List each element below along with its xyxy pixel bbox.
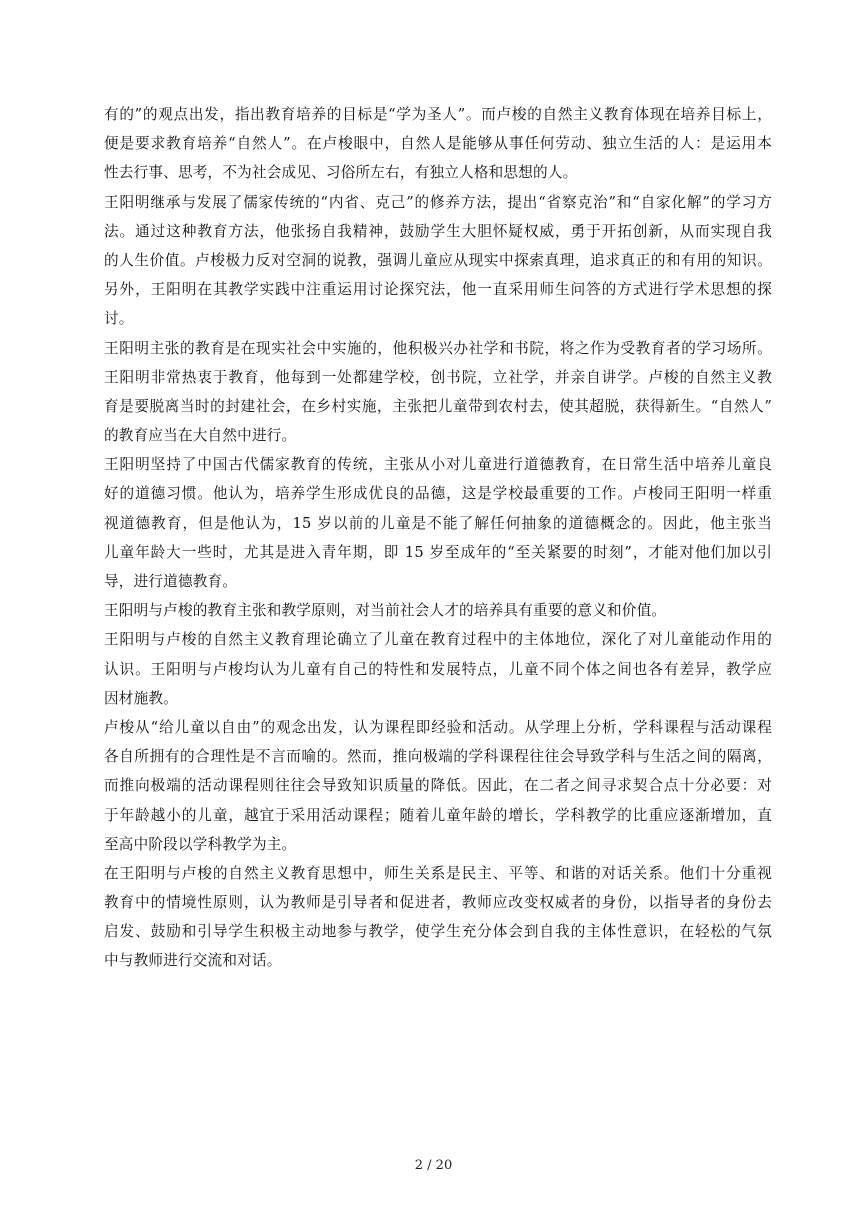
text-line: 而推向极端的活动课程则往往会导致知识质量的降低。因此，在二者之间寻求契合点十分必要：对	[104, 777, 772, 795]
text-line: 好的道德习惯。他认为，培养学生形成优良的品德，这是学校最重要的工作。卢梭同王阳明一样重	[104, 485, 772, 503]
text-line: 法。通过这种教育方法，他张扬自我精神，鼓励学生大胆怀疑权威，勇于开拓创新，从而实现自我	[104, 222, 772, 240]
text-line: 的人生价值。卢梭极力反对空洞的说教，强调儿童应从现实中探索真理，追求真正的和有用的知识。	[104, 251, 772, 269]
text-line: 各自所拥有的合理性是不言而喻的。然而，推向极端的学科课程往往会导致学科与生活之间的隔离，	[104, 748, 772, 766]
text-line: 教育中的情境性原则，认为教师是引导者和促进者，教师应改变权威者的身份，以指导者的身份去	[104, 894, 772, 912]
text-line: 启发、鼓励和引导学生积极主动地参与教学，使学生充分体会到自我的主体性意识，在轻松的气氛	[104, 923, 772, 941]
text-line: 卢梭从“给儿童以自由”的观念出发，认为课程即经验和活动。从学理上分析，学科课程与活动课程	[104, 718, 772, 736]
text-line: 在王阳明与卢梭的自然主义教育思想中，师生关系是民主、平等、和谐的对话关系。他们十分重视	[104, 864, 772, 882]
text-line: 王阳明继承与发展了儒家传统的“内省、克己”的修养方法，提出“省察克治”和“自家化解”的学习方	[104, 193, 772, 211]
text-line: 儿童年龄大一些时，尤其是进入青年期，即 15 岁至成年的“至关紧要的时刻”，才能对他们加以引	[104, 543, 772, 561]
page-number: 2 / 20	[414, 1158, 453, 1173]
text-line: 王阳明与卢梭的自然主义教育理论确立了儿童在教育过程中的主体地位，深化了对儿童能动作用的	[104, 631, 772, 649]
text-line: 育是要脱离当时的封建社会，在乡村实施，主张把儿童带到农村去，使其超脱，获得新生。“自然人”	[104, 397, 772, 415]
text-line: 王阳明主张的教育是在现实社会中实施的，他积极兴办社学和书院，将之作为受教育者的学习场所。	[104, 339, 772, 357]
text-line: 导，进行道德教育。	[104, 573, 238, 590]
text-line: 另外，王阳明在其教学实践中注重运用讨论探究法，他一直采用师生问答的方式进行学术思想的探	[104, 281, 772, 299]
text-line: 至高中阶段以学科教学为主。	[104, 835, 297, 853]
text-line: 王阳明坚持了中国古代儒家教育的传统，主张从小对儿童进行道德教育，在日常生活中培养儿童良	[104, 456, 772, 474]
text-line: 有的”的观点出发，指出教育培养的目标是“学为圣人”。而卢梭的自然主义教育体现在培养目标上，	[104, 106, 772, 123]
text-line: 便是要求教育培养“自然人”。在卢梭眼中，自然人是能够从事任何劳动、独立生活的人：是运用本	[104, 135, 772, 153]
text-line: 讨。	[104, 310, 134, 328]
text-line: 王阳明非常热衷于教育，他每到一处都建学校，创书院，立社学，并亲自讲学。卢梭的自然主义教	[104, 368, 772, 386]
text-line: 性去行事、思考，不为社会成见、习俗所左右，有独立人格和思想的人。	[104, 164, 578, 182]
text-line: 视道德教育，但是他认为，15 岁以前的儿童是不能了解任何抽象的道德概念的。因此，他主张当	[104, 514, 772, 532]
text-line: 认识。王阳明与卢梭均认为儿童有自己的特性和发展特点，儿童不同个体之间也各有差异，教学应	[104, 660, 772, 678]
text-line: 王阳明与卢梭的教育主张和教学原则，对当前社会人才的培养具有重要的意义和价值。	[104, 602, 667, 620]
text-line: 中与教师进行交流和对话。	[104, 952, 282, 970]
text-line: 因材施教。	[104, 689, 178, 707]
text-line: 于年龄越小的儿童，越宜于采用活动课程；随着儿童年龄的增长，学科教学的比重应逐渐增加，直	[104, 806, 772, 824]
document-body	[104, 100, 772, 976]
text-line: 的教育应当在大自然中进行。	[104, 427, 297, 445]
